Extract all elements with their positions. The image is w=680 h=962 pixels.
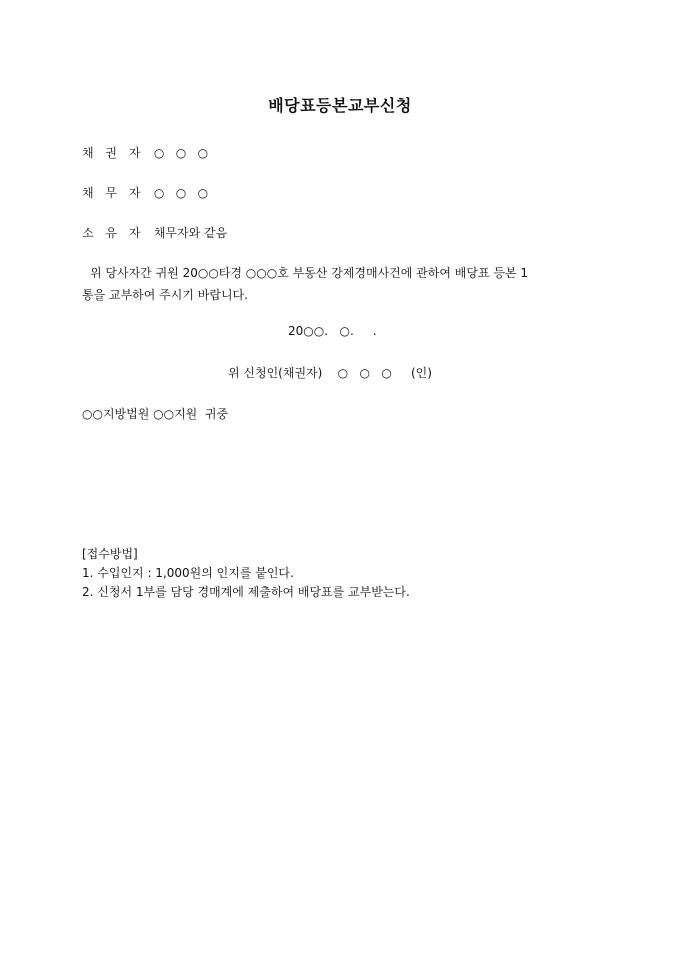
request-line-1: 위 당사자간 귀원 20○○타경 ○○○호 부동산 강제경매사건에 관하여 배당표 등본 1: [90, 266, 528, 280]
submission-method: [82, 545, 410, 602]
debtor-label: 채 무 자: [82, 186, 145, 200]
applicant-signature-line: 위 신청인(채권자) ○ ○ ○ (인): [228, 366, 432, 380]
document-date: 20○○. ○. .: [288, 324, 377, 338]
creditor-value: ○ ○ ○: [153, 146, 209, 160]
creditor-row: [82, 144, 208, 161]
request-paragraph: [82, 262, 602, 306]
method-item-1: 1. 수입인지 : 1,000원의 인지를 붙인다.: [82, 566, 294, 580]
method-item-2: 2. 신청서 1부를 담당 경매계에 제출하여 배당표를 교부받는다.: [82, 585, 410, 599]
debtor-row: [82, 184, 208, 201]
request-line-2: 통을 교부하여 주시기 바랍니다.: [82, 288, 248, 302]
creditor-label: 채 권 자: [82, 146, 145, 160]
document-title: 배당표등본교부신청: [268, 96, 412, 115]
owner-label: 소 유 자: [82, 226, 145, 240]
owner-value: 채무자와 같음: [153, 226, 228, 240]
owner-row: [82, 224, 227, 241]
method-heading: [접수방법]: [82, 547, 138, 561]
addressee-court: ○○지방법원 ○○지원 귀중: [82, 407, 229, 421]
debtor-value: ○ ○ ○: [153, 186, 209, 200]
